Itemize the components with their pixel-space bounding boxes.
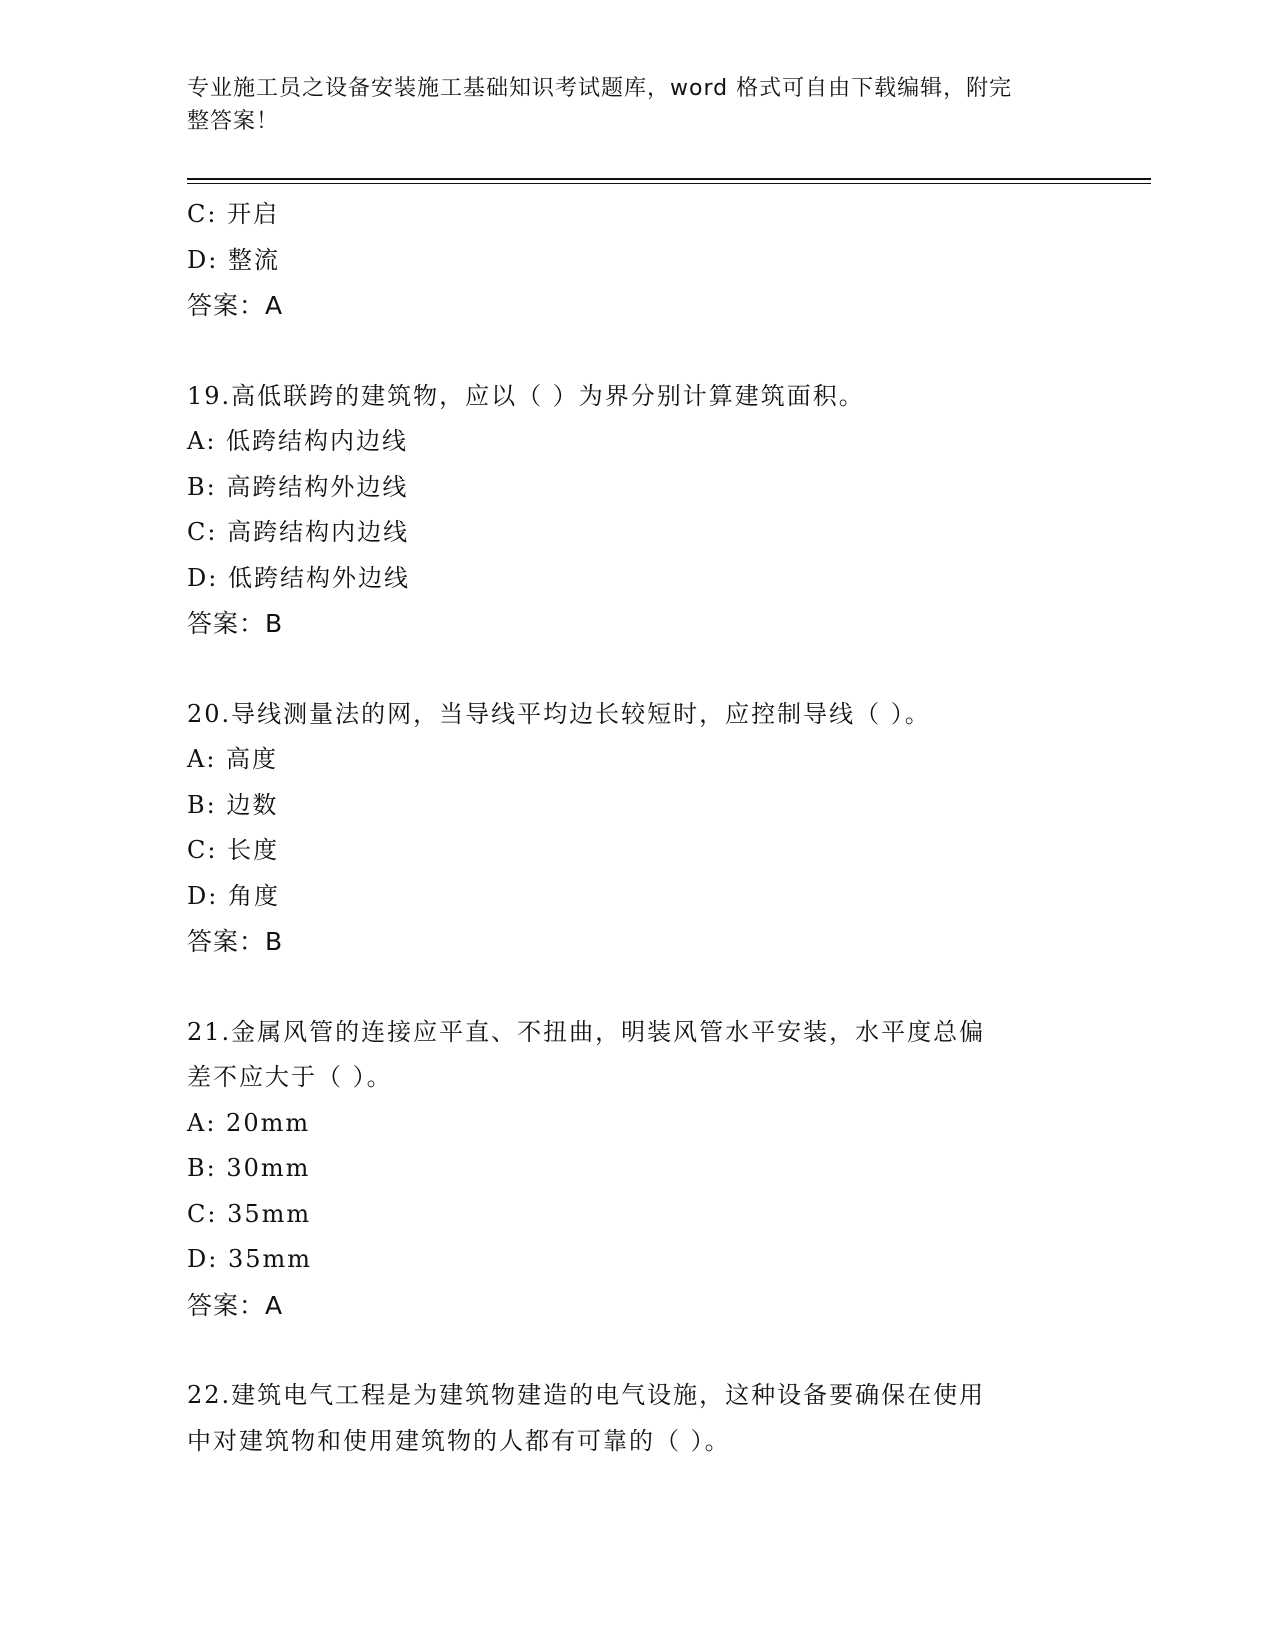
option-a: A: 20mm xyxy=(187,1108,311,1137)
option-c: C: 高跨结构内边线 xyxy=(187,518,410,546)
answer-line: 答案：B xyxy=(187,927,284,956)
question-text-line-1: 22.建筑电气工程是为建筑物建造的电气设施，这种设备要确保在使用 xyxy=(187,1381,986,1409)
spacer xyxy=(187,965,1087,1010)
option-c: C: 35mm xyxy=(187,1199,312,1228)
question-text: 20.导线测量法的网，当导线平均边长较短时，应控制导线（ ）。 xyxy=(187,699,931,728)
option-d: D: 35mm xyxy=(187,1245,313,1273)
option-b: B: 边数 xyxy=(187,790,279,819)
spacer xyxy=(187,647,1087,692)
header-rule-thick xyxy=(187,178,1151,180)
question-text-line-1: 21.金属风管的连接应平直、不扭曲，明装风管水平安装，水平度总偏 xyxy=(187,1017,986,1046)
answer-line: 答案：B xyxy=(187,609,284,638)
question-block-22 xyxy=(187,1373,1087,1464)
option-d: D: 角度 xyxy=(187,881,280,910)
option-b: B: 30mm xyxy=(187,1154,311,1182)
header-line-1: 专业施工员之设备安装施工基础知识考试题库，word 格式可自由下载编辑，附完 xyxy=(187,76,1013,101)
header-rule-thin xyxy=(187,183,1151,184)
question-block-20 xyxy=(187,692,1087,965)
question-block-21 xyxy=(187,1010,1087,1329)
option-c: C: 长度 xyxy=(187,836,280,864)
option-c: C: 开启 xyxy=(187,200,280,228)
option-a: A: 低跨结构内边线 xyxy=(187,427,409,455)
question-text-line-2: 中对建筑物和使用建筑物的人都有可靠的（ ）。 xyxy=(187,1426,731,1455)
answer-line: 答案：A xyxy=(187,291,284,320)
question-block-18 xyxy=(187,192,1087,329)
answer-line: 答案：A xyxy=(187,1290,284,1320)
header-line-2: 整答案！ xyxy=(187,109,280,134)
option-b: B: 高跨结构外边线 xyxy=(187,472,409,501)
question-text: 19.高低联跨的建筑物，应以（ ）为界分别计算建筑面积。 xyxy=(187,381,865,410)
spacer xyxy=(187,329,1087,374)
document-body xyxy=(187,192,1087,1464)
option-d: D: 低跨结构外边线 xyxy=(187,563,410,592)
question-block-19 xyxy=(187,374,1087,647)
option-d: D: 整流 xyxy=(187,245,280,274)
document-header xyxy=(187,72,1067,138)
question-text-line-2: 差不应大于（ ）。 xyxy=(187,1063,393,1091)
spacer xyxy=(187,1328,1087,1373)
option-a: A: 高度 xyxy=(187,745,279,773)
